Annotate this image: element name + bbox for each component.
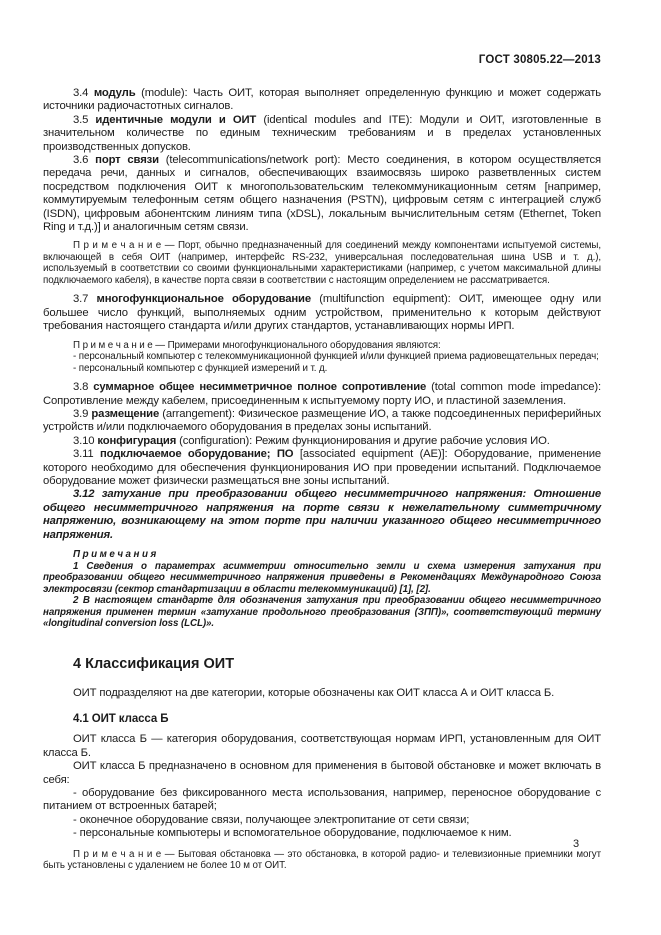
text-run: 3.8 bbox=[73, 381, 94, 394]
text-run: порт связи bbox=[95, 154, 159, 167]
text-run: идентичные модули и ОИТ bbox=[95, 113, 257, 126]
body-paragraph bbox=[43, 827, 601, 840]
text-run: (arrangement): Физическое размещение ИО, а также подсоединенных периферийных устройств и/или подключаемого оборудования в пределах зоны испытаний. bbox=[43, 408, 601, 434]
body-paragraph bbox=[43, 114, 601, 154]
text-run: - оконечное оборудование связи, получающее электропитание от сети связи; bbox=[73, 813, 470, 826]
note-paragraph bbox=[43, 849, 601, 872]
body-paragraph bbox=[43, 814, 601, 827]
text-run: размещение bbox=[91, 408, 160, 420]
text-run: - персональный компьютер с функцией измерений и т. д. bbox=[73, 362, 328, 374]
text-run: П р и м е ч а н и е — Порт, обычно предназначенный для соединений между компонентами испытуемой системы, включающей в себя ОИТ (например, интерфейс RS-232, универсальная последовательная шина USB и т. д.), используемый в соответствии со своими функциональными характеристиками (например, с учетом максимальной длины подключаемого кабеля), в качестве порта связи в соответствии с настоящим определением не рассматривается. bbox=[43, 240, 601, 286]
text-run: 3.11 bbox=[73, 448, 100, 461]
text-run: (configuration): Режим функционирования и другие рабочие условия ИО. bbox=[176, 434, 550, 447]
note-paragraph bbox=[43, 595, 601, 630]
text-run: (module): Часть ОИТ, которая выполняет определенную функцию и может содержать источники радиочастотных сигналов. bbox=[43, 87, 601, 113]
text-run: 3.12 затухание при преобразовании общего несимметричного напряжения: Отношение общего несимметричного напряжения на порте связи к нежелательному симметричному напряжению, возникающему на этом порте при наличии указанного общего несимметричного напряжения. bbox=[43, 488, 601, 541]
note-paragraph bbox=[43, 340, 601, 352]
text-run: 3.6 bbox=[73, 154, 96, 167]
page-number: 3 bbox=[573, 838, 580, 850]
text-run: - оборудование без фиксированного места использования, например, переносное оборудование с питанием от встроенных батарей; bbox=[43, 787, 601, 813]
text-run: 4 Классификация ОИТ bbox=[73, 655, 235, 672]
document-header: ГОСТ 30805.22—2013 bbox=[478, 54, 601, 66]
text-run: П р и м е ч а н и е — Примерами многофункционального оборудования являются: bbox=[73, 339, 441, 351]
document-body bbox=[43, 87, 601, 872]
body-paragraph bbox=[43, 435, 601, 448]
text-run: (multifunction equipment): ОИТ, имеющее одну или большее число функций, выполняемых одним устройством, применительно к которым действуют требования настоящего стандарта и/или других стандартов, устанавливающих нормы ИРП. bbox=[43, 293, 601, 333]
text-run: подключаемое оборудование; ПО bbox=[99, 448, 294, 461]
text-run: модуль bbox=[93, 87, 136, 99]
text-run: 3.7 bbox=[73, 293, 97, 306]
text-run: (identical modules and ITE): Модули и ОИТ, изготовленные в значительном количестве по единым техническим требованиям и в пределах установленных производственных допусков. bbox=[43, 113, 602, 153]
body-paragraph bbox=[43, 787, 601, 814]
body-paragraph bbox=[43, 448, 601, 488]
note-paragraph bbox=[43, 561, 601, 596]
text-run: (total common mode impedance): Сопротивление между кабелем, присоединенным к испытуемому порту ИО, и пластиной заземления. bbox=[43, 381, 601, 407]
body-paragraph bbox=[43, 687, 601, 700]
text-run: 1 Сведения о параметрах асимметрии относительно земли и схема измерения затухания при преобразовании общего несимметричного напряжения приведены в Рекомендациях Международного Союза электросвязи (сектор стандартизации в области телекоммуникаций) [1], [2]. bbox=[43, 560, 601, 595]
text-run: многофункциональное оборудование bbox=[96, 293, 311, 306]
text-run: ОИТ подразделяют на две категории, которые обозначены как ОИТ класса А и ОИТ класса Б. bbox=[73, 686, 555, 699]
page-content bbox=[43, 54, 601, 872]
body-paragraph bbox=[43, 87, 601, 114]
body-paragraph bbox=[43, 488, 601, 542]
text-run: П р и м е ч а н и я bbox=[73, 549, 157, 561]
body-paragraph bbox=[43, 154, 601, 234]
text-run: (telecommunications/network port): Место соединения, в котором осуществляется передача речи, данных и сигналов, обеспечивающих взаимосвязь широко разветвленных систем посредством подключения ОИТ к многопользовательским телекоммуникационным сетям [например, коммутируемым телефонным сетям общего назначения (PSTN), цифровым сетям с интеграцией служб (ISDN), цифровым абонентским линиям типа (xDSL), локальным вычислительным сетям (Ethernet, Token Ring и т.д.)] и аналогичным сетям связи. bbox=[43, 154, 601, 234]
text-run: ОИТ класса Б — категория оборудования, соответствующая нормам ИРП, установленным для ОИТ класса Б. bbox=[43, 733, 601, 759]
body-paragraph bbox=[43, 381, 601, 408]
section-heading bbox=[43, 656, 601, 673]
text-run: 3.9 bbox=[73, 408, 92, 420]
body-paragraph bbox=[43, 760, 601, 787]
text-run: 3.5 bbox=[73, 113, 96, 126]
text-run: 2 В настоящем стандарте для обозначения затухания при преобразовании общего несимметричного напряжения применен термин «затухание продольного преобразования (ЗПП)», соответствующий термину «longitudinal conversion loss (LCL)». bbox=[43, 595, 601, 630]
body-paragraph bbox=[43, 293, 601, 333]
text-run: П р и м е ч а н и е — Бытовая обстановка — это обстановка, в которой радио- и телевизионные приемники могут быть установлены с удалением не более 10 м от ОИТ. bbox=[43, 848, 601, 872]
text-run: 3.4 bbox=[73, 87, 94, 99]
text-run: суммарное общее несимметричное полное сопротивление bbox=[93, 381, 427, 394]
text-run: конфигурация bbox=[97, 434, 177, 447]
section-heading bbox=[43, 713, 601, 726]
text-run: - персональные компьютеры и вспомогательное оборудование, подключаемое к ним. bbox=[73, 827, 512, 840]
note-paragraph bbox=[43, 351, 601, 363]
note-paragraph bbox=[43, 549, 601, 561]
note-paragraph bbox=[43, 240, 601, 286]
text-run: 3.10 bbox=[73, 434, 98, 447]
note-paragraph bbox=[43, 363, 601, 375]
text-run: [associated equipment (AE)]: Оборудование, применение которого необходимо для обеспечения функционирования ИО при проведении испытаний. Подключаемое оборудование может физически размещаться вне зоны испытаний. bbox=[43, 448, 601, 488]
body-paragraph bbox=[43, 408, 601, 435]
text-run: ОИТ класса Б предназначено в основном для применения в бытовой обстановке и может включать в себя: bbox=[43, 760, 601, 786]
body-paragraph bbox=[43, 733, 601, 760]
text-run: 4.1 ОИТ класса Б bbox=[73, 712, 169, 725]
text-run: - персональный компьютер с телекоммуникационной функцией и/или функцией приема радиовещательных передач; bbox=[73, 351, 599, 363]
